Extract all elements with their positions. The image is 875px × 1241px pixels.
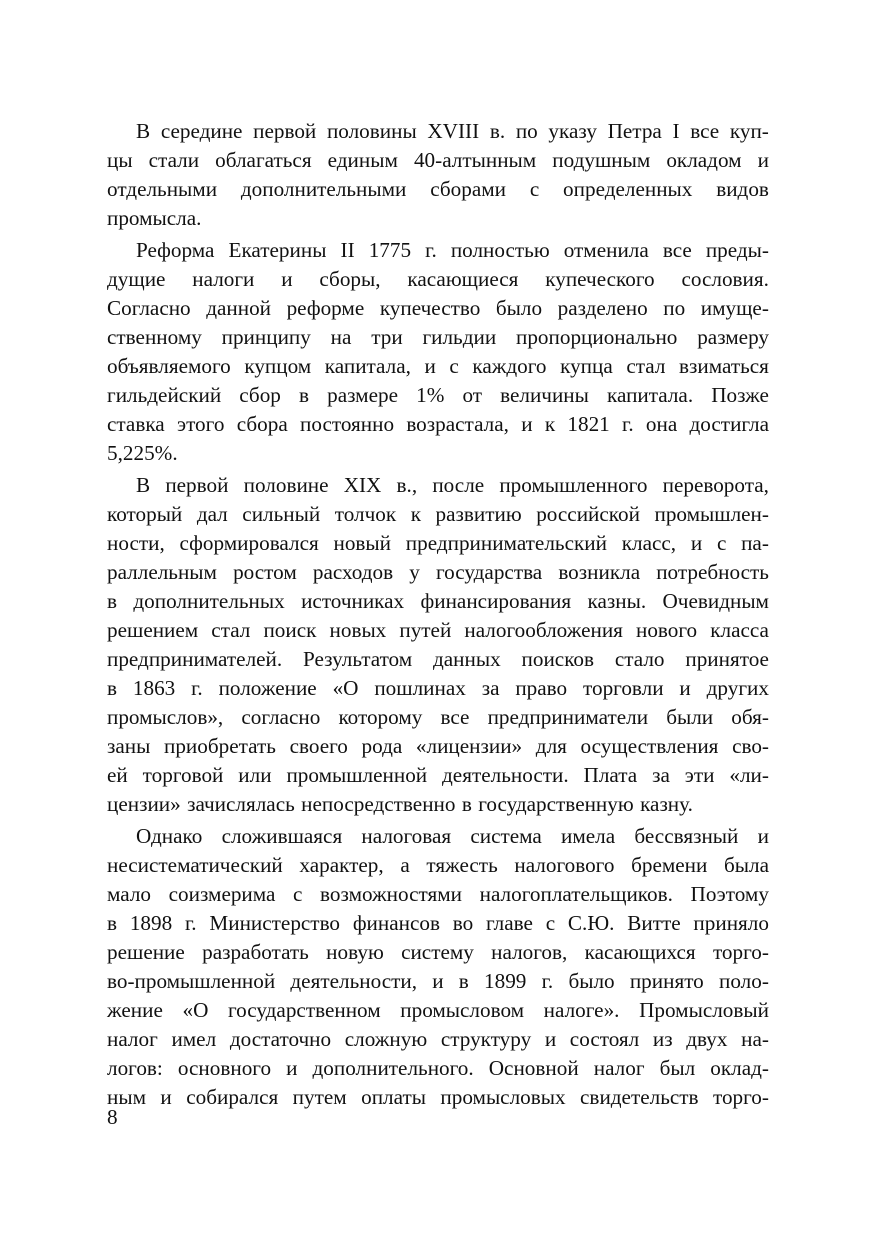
text-line: ей торговой или промышленной деятельности. Плата за эти «ли- xyxy=(107,763,769,787)
page-number: 8 xyxy=(107,1105,118,1129)
paragraph xyxy=(107,117,769,233)
text-line: ственному принципу на три гильдии пропорционально размеру xyxy=(107,325,769,349)
text-line: налог имел достаточно сложную структуру и состоял из двух на- xyxy=(107,1027,769,1051)
text-line: В первой половине XIX в., после промышленного переворота, xyxy=(136,473,769,497)
paragraph xyxy=(107,236,769,468)
text-line: гильдейский сбор в размере 1% от величины капитала. Позже xyxy=(107,383,769,407)
text-line: во-промышленной деятельности, и в 1899 г. было принято поло- xyxy=(107,969,769,993)
text-line: промыслов», согласно которому все предприниматели были обя- xyxy=(107,705,769,729)
paragraph xyxy=(107,822,769,1112)
text-line: В середине первой половины XVIII в. по указу Петра I все куп- xyxy=(136,119,769,143)
text-line: ставка этого сбора постоянно возрастала, и к 1821 г. она достигла xyxy=(107,412,769,436)
text-line: ности, сформировался новый предпринимательский класс, и с па- xyxy=(107,531,769,555)
text-line: в 1863 г. положение «О пошлинах за право торговли и других xyxy=(107,676,769,700)
body-text xyxy=(107,117,769,1112)
text-line: отдельными дополнительными сборами с определенных видов xyxy=(107,177,769,201)
text-line: решением стал поиск новых путей налогообложения нового класса xyxy=(107,618,769,642)
text-line: в дополнительных источниках финансирования казны. Очевидным xyxy=(107,589,769,613)
text-line: дущие налоги и сборы, касающиеся купеческого сословия. xyxy=(107,267,769,291)
text-line: в 1898 г. Министерство финансов во главе с С.Ю. Витте приняло xyxy=(107,911,769,935)
text-line: ным и собирался путем оплаты промысловых свидетельств торго- xyxy=(107,1085,769,1109)
text-line: который дал сильный толчок к развитию российской промышлен- xyxy=(107,502,769,526)
text-line: 5,225%. xyxy=(107,441,178,465)
text-line: мало соизмерима с возможностями налогоплательщиков. Поэтому xyxy=(107,882,769,906)
text-line: предпринимателей. Результатом данных поисков стало принятое xyxy=(107,647,769,671)
text-line: Согласно данной реформе купечество было разделено по имуще- xyxy=(107,296,769,320)
text-line: логов: основного и дополнительного. Основной налог был оклад- xyxy=(107,1056,769,1080)
text-line: жение «О государственном промысловом налоге». Промысловый xyxy=(107,998,769,1022)
text-line: промысла. xyxy=(107,206,202,230)
text-line: объявляемого купцом капитала, и с каждого купца стал взиматься xyxy=(107,354,769,378)
text-line: раллельным ростом расходов у государства возникла потребность xyxy=(107,560,769,584)
text-line: цы стали облагаться единым 40-алтынным подушным окладом и xyxy=(107,148,769,172)
text-line: несистематический характер, а тяжесть налогового бремени была xyxy=(107,853,769,877)
paragraph xyxy=(107,471,769,819)
text-line: цензии» зачислялась непосредственно в государственную казну. xyxy=(107,792,693,816)
text-line: Реформа Екатерины II 1775 г. полностью отменила все преды- xyxy=(136,238,769,262)
text-line: заны приобретать своего рода «лицензии» для осуществления сво- xyxy=(107,734,769,758)
text-line: Однако сложившаяся налоговая система имела бессвязный и xyxy=(136,824,769,848)
text-line: решение разработать новую систему налогов, касающихся торго- xyxy=(107,940,769,964)
